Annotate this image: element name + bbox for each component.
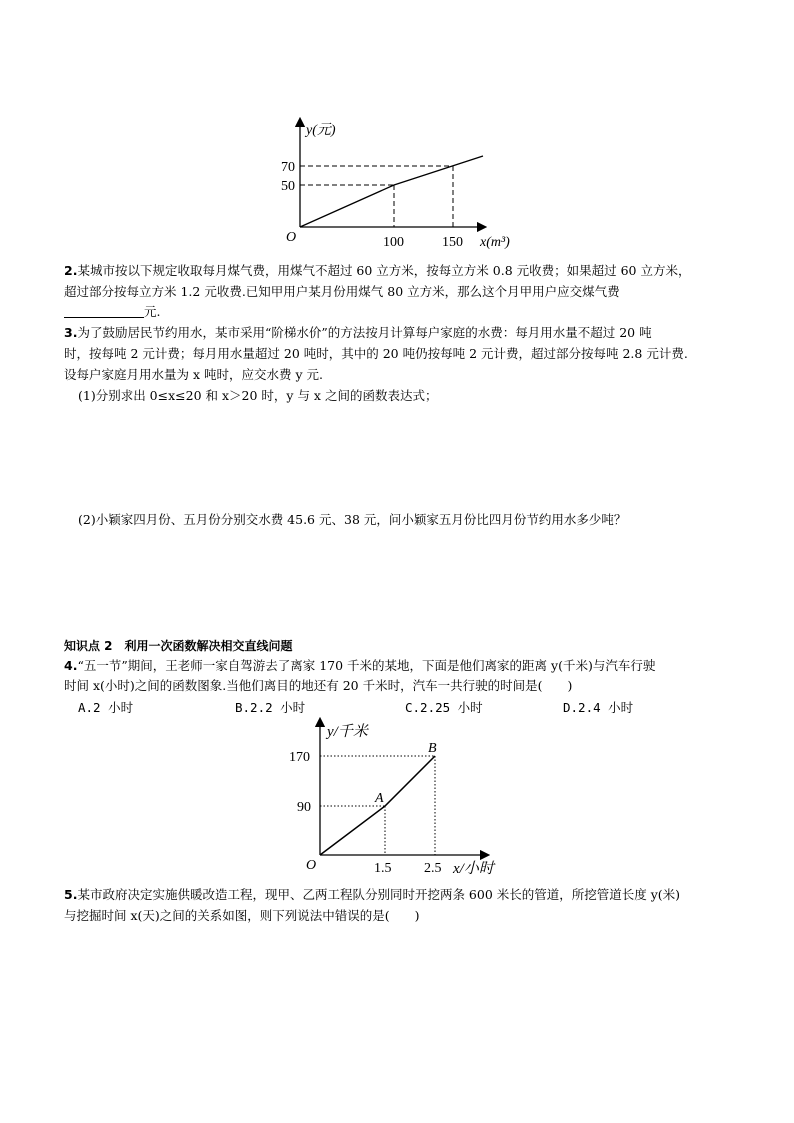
q4-option-d[interactable]: D.2.4 小时	[563, 700, 634, 715]
y-axis-label: y/千米	[327, 724, 368, 740]
point-b-label: B	[428, 741, 437, 756]
q2-line3	[64, 304, 160, 320]
section-heading: 知识点 2 利用一次函数解决相交直线问题	[64, 639, 293, 653]
q5-line1	[64, 887, 680, 903]
point-a-label: A	[375, 791, 384, 806]
x-tick-1-5: 1.5	[374, 861, 392, 876]
q2-line1	[64, 263, 691, 279]
q4-option-a[interactable]: A.2 小时	[78, 700, 134, 715]
q4-line1	[64, 658, 655, 674]
q3-line1	[64, 325, 652, 341]
q2-text1: 某城市按以下规定收取每月煤气费，用煤气不超过 60 立方米，按每立方米 0.8 元收费；如果超过 60 立方米，	[77, 263, 691, 278]
x-tick-100: 100	[383, 235, 404, 250]
x-tick-2-5: 2.5	[424, 861, 442, 876]
x-axis-label: x(m³)	[480, 235, 510, 250]
q3-number: 3.	[64, 325, 78, 340]
q2-line2: 超过部分按每立方米 1.2 元收费.已知甲用户某月份用煤气 80 立方米，那么这个月甲用户应交煤气费	[64, 284, 620, 299]
y-tick-170: 170	[289, 750, 310, 765]
q2-number: 2.	[64, 263, 78, 278]
q5-text1: 某市政府决定实施供暖改造工程，现甲、乙两工程队分别同时开挖两条 600 米长的管道，所挖管道长度 y(米)	[77, 887, 681, 902]
q3-line2: 时，按每吨 2 元计费；每月用水量超过 20 吨时，其中的 20 吨仍按每吨 2 元计费，超过部分按每吨 2.8 元计费.	[64, 346, 688, 361]
q3-text1: 为了鼓励居民节约用水，某市采用“阶梯水价”的方法按月计算每户家庭的水费：每月用水量不超过 20 吨	[77, 325, 652, 340]
distance-time-graph	[285, 716, 525, 876]
q4-number: 4.	[64, 658, 78, 673]
q5-line2: 与挖掘时间 x(天)之间的关系如图，则下列说法中错误的是( )	[64, 908, 420, 923]
y-tick-50: 50	[281, 179, 295, 194]
fee-line	[300, 156, 483, 227]
q4-option-c[interactable]: C.2.25 小时	[405, 700, 483, 715]
q4-line2: 时间 x(小时)之间的函数图象.当他们离目的地还有 20 千米时，汽车一共行驶的时间是( )	[64, 678, 573, 693]
y-tick-90: 90	[297, 800, 311, 815]
q4-text1: “五一节”期间，王老师一家自驾游去了离家 170 千米的某地，下面是他们离家的距离 y(千米)与汽车行驶	[77, 658, 656, 673]
q3-part2: (2)小颖家四月份、五月份分别交水费 45.6 元、38 元，问小颖家五月份比四月份节约用水多少吨？	[78, 512, 627, 527]
q3-line3: 设每户家庭月用水量为 x 吨时，应交水费 y 元.	[64, 367, 323, 382]
x-tick-150: 150	[442, 235, 463, 250]
x-axis-label: x/小时	[453, 861, 494, 876]
gas-fee-graph	[270, 112, 510, 252]
answer-blank[interactable]	[64, 305, 144, 318]
origin-label: O	[286, 230, 297, 245]
y-axis-label: y(元)	[306, 123, 336, 138]
q3-part1: (1)分别求出 0≤x≤20 和 x＞20 时，y 与 x 之间的函数表达式；	[78, 388, 438, 403]
y-tick-70: 70	[281, 160, 295, 175]
q4-option-b[interactable]: B.2.2 小时	[235, 700, 306, 715]
origin-label: O	[306, 858, 317, 873]
q2-suffix: 元.	[144, 304, 161, 319]
q5-number: 5.	[64, 887, 78, 902]
